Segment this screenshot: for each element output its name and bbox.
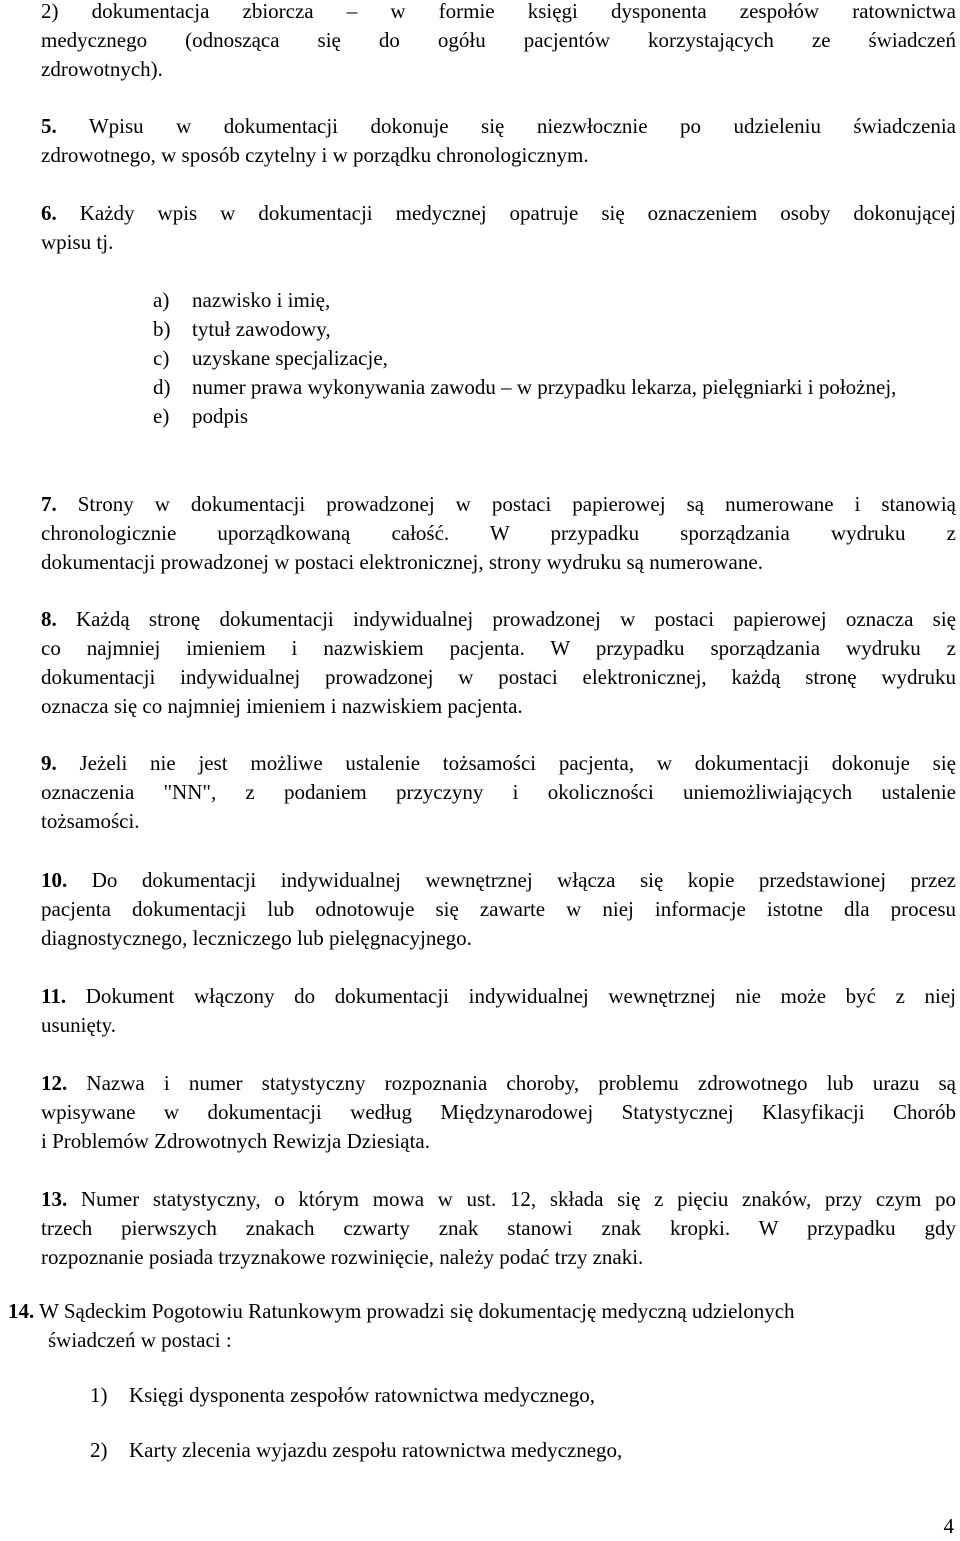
text-line: Dokument włączony do dokumentacji indywidualnej wewnętrznej nie może być z niej — [85, 984, 956, 1008]
text-line: dokumentacji prowadzonej w postaci elektronicznej, strony wydruku są numerowane. — [41, 550, 763, 574]
text-line: zdrowotnego, w sposób czytelny i w porządku chronologicznym. — [41, 143, 589, 167]
paragraph-12 — [41, 1069, 956, 1156]
text-line: 2) dokumentacja zbiorcza – w formie księgi dysponenta zespołów ratownictwa — [41, 0, 956, 23]
paragraph-7 — [41, 490, 956, 577]
item-label: e) — [153, 404, 170, 428]
paragraph-13 — [41, 1185, 956, 1272]
text-line: usunięty. — [41, 1013, 117, 1037]
text-line: Każdą stronę dokumentacji indywidualnej prowadzonej w postaci papierowej oznacza się — [76, 607, 956, 631]
paragraph-number: 9. — [41, 751, 57, 775]
text-line: rozpoznanie posiada trzyznakowe rozwinięcie, należy podać trzy znaki. — [41, 1245, 644, 1269]
paragraph-number: 7. — [41, 492, 57, 516]
text-line: diagnostycznego, leczniczego lub pielęgnacyjnego. — [41, 926, 472, 950]
text-line: Numer statystyczny, o którym mowa w ust. 12, składa się z pięciu znaków, przy czym po — [80, 1187, 956, 1211]
item-label: a) — [153, 288, 170, 312]
page-number: 4 — [943, 1514, 954, 1538]
text-line: Każdy wpis w dokumentacji medycznej opatruje się oznaczeniem osoby dokonującej — [79, 201, 956, 225]
item-text: tytuł zawodowy, — [192, 317, 331, 341]
text-line: świadczeń w postaci : — [48, 1328, 232, 1352]
item-text: Księgi dysponenta zespołów ratownictwa medycznego, — [129, 1383, 595, 1407]
paragraph-number: 12. — [41, 1071, 68, 1095]
paragraph-number: 13. — [41, 1187, 68, 1211]
text-line: dokumentacji indywidualnej prowadzonej w postaci elektronicznej, każdą stronę wydruku — [41, 665, 956, 689]
text-line: tożsamości. — [41, 809, 140, 833]
item-text: Karty zlecenia wyjazdu zespołu ratownictwa medycznego, — [129, 1438, 623, 1462]
list-item — [153, 286, 958, 315]
text-line: pacjenta dokumentacji lub odnotowuje się zawarte w niej informacje istotne dla procesu — [41, 897, 956, 921]
list-item — [153, 344, 958, 373]
text-line: co najmniej imieniem i nazwiskiem pacjenta. W przypadku sporządzania wydruku z — [41, 636, 956, 660]
text-line: W Sądeckim Pogotowiu Ratunkowym prowadzi się dokumentację medyczną udzielonych — [39, 1299, 795, 1323]
paragraph-number: 10. — [41, 868, 68, 892]
list-item-2 — [41, 0, 956, 84]
list-item — [153, 315, 958, 344]
item-text: podpis — [192, 404, 249, 428]
item-text: numer prawa wykonywania zawodu – w przypadku lekarza, pielęgniarki i położnej, — [192, 375, 897, 399]
list-item — [153, 402, 958, 431]
text-line: wpisu tj. — [41, 230, 114, 254]
text-line: zdrowotnych). — [41, 57, 163, 81]
item-label: b) — [153, 317, 171, 341]
text-line: chronologicznie uporządkowaną całość. W przypadku sporządzania wydruku z — [41, 521, 956, 545]
item-label: 2) — [90, 1438, 108, 1462]
paragraph-number: 14. — [8, 1299, 35, 1323]
paragraph-number: 6. — [41, 201, 57, 225]
text-line: Wpisu w dokumentacji dokonuje się niezwłocznie po udzieleniu świadczenia — [88, 114, 956, 138]
paragraph-number: 11. — [41, 984, 67, 1008]
item-label: 1) — [90, 1383, 108, 1407]
text-line: Jeżeli nie jest możliwe ustalenie tożsamości pacjenta, w dokumentacji dokonuje się — [79, 751, 957, 775]
paragraph-14 — [8, 1297, 956, 1355]
text-line: medycznego (odnosząca się do ogółu pacjentów korzystających ze świadczeń — [41, 28, 956, 52]
text-line: Nazwa i numer statystyczny rozpoznania choroby, problemu zdrowotnego lub urazu są — [86, 1071, 957, 1095]
text-line: trzech pierwszych znakach czwarty znak stanowi znak kropki. W przypadku gdy — [41, 1216, 956, 1240]
text-line: Do dokumentacji indywidualnej wewnętrznej włącza się kopie przedstawionej przez — [91, 868, 957, 892]
list-item — [153, 373, 958, 402]
paragraph-10 — [41, 866, 956, 953]
item-label: c) — [153, 346, 170, 370]
sub-list-6 — [153, 286, 958, 431]
item-text: nazwisko i imię, — [192, 288, 331, 312]
text-line: Strony w dokumentacji prowadzonej w postaci papierowej są numerowane i stanowią — [77, 492, 956, 516]
paragraph-number: 5. — [41, 114, 57, 138]
text-line: oznacza się co najmniej imieniem i nazwiskiem pacjenta. — [41, 694, 523, 718]
paragraph-5 — [41, 112, 956, 170]
text-line: i Problemów Zdrowotnych Rewizja Dziesiąta. — [41, 1129, 430, 1153]
paragraph-6 — [41, 199, 956, 257]
text-line: oznaczenia "NN", z podaniem przyczyny i okoliczności uniemożliwiających ustalenie — [41, 780, 956, 804]
item-label: d) — [153, 375, 171, 399]
text-line: wpisywane w dokumentacji według Międzynarodowej Statystycznej Klasyfikacji Chorób — [41, 1100, 956, 1124]
paragraph-number: 8. — [41, 607, 57, 631]
paragraph-11 — [41, 982, 956, 1040]
paragraph-9 — [41, 749, 956, 836]
item-text: uzyskane specjalizacje, — [192, 346, 388, 370]
paragraph-8 — [41, 605, 956, 721]
